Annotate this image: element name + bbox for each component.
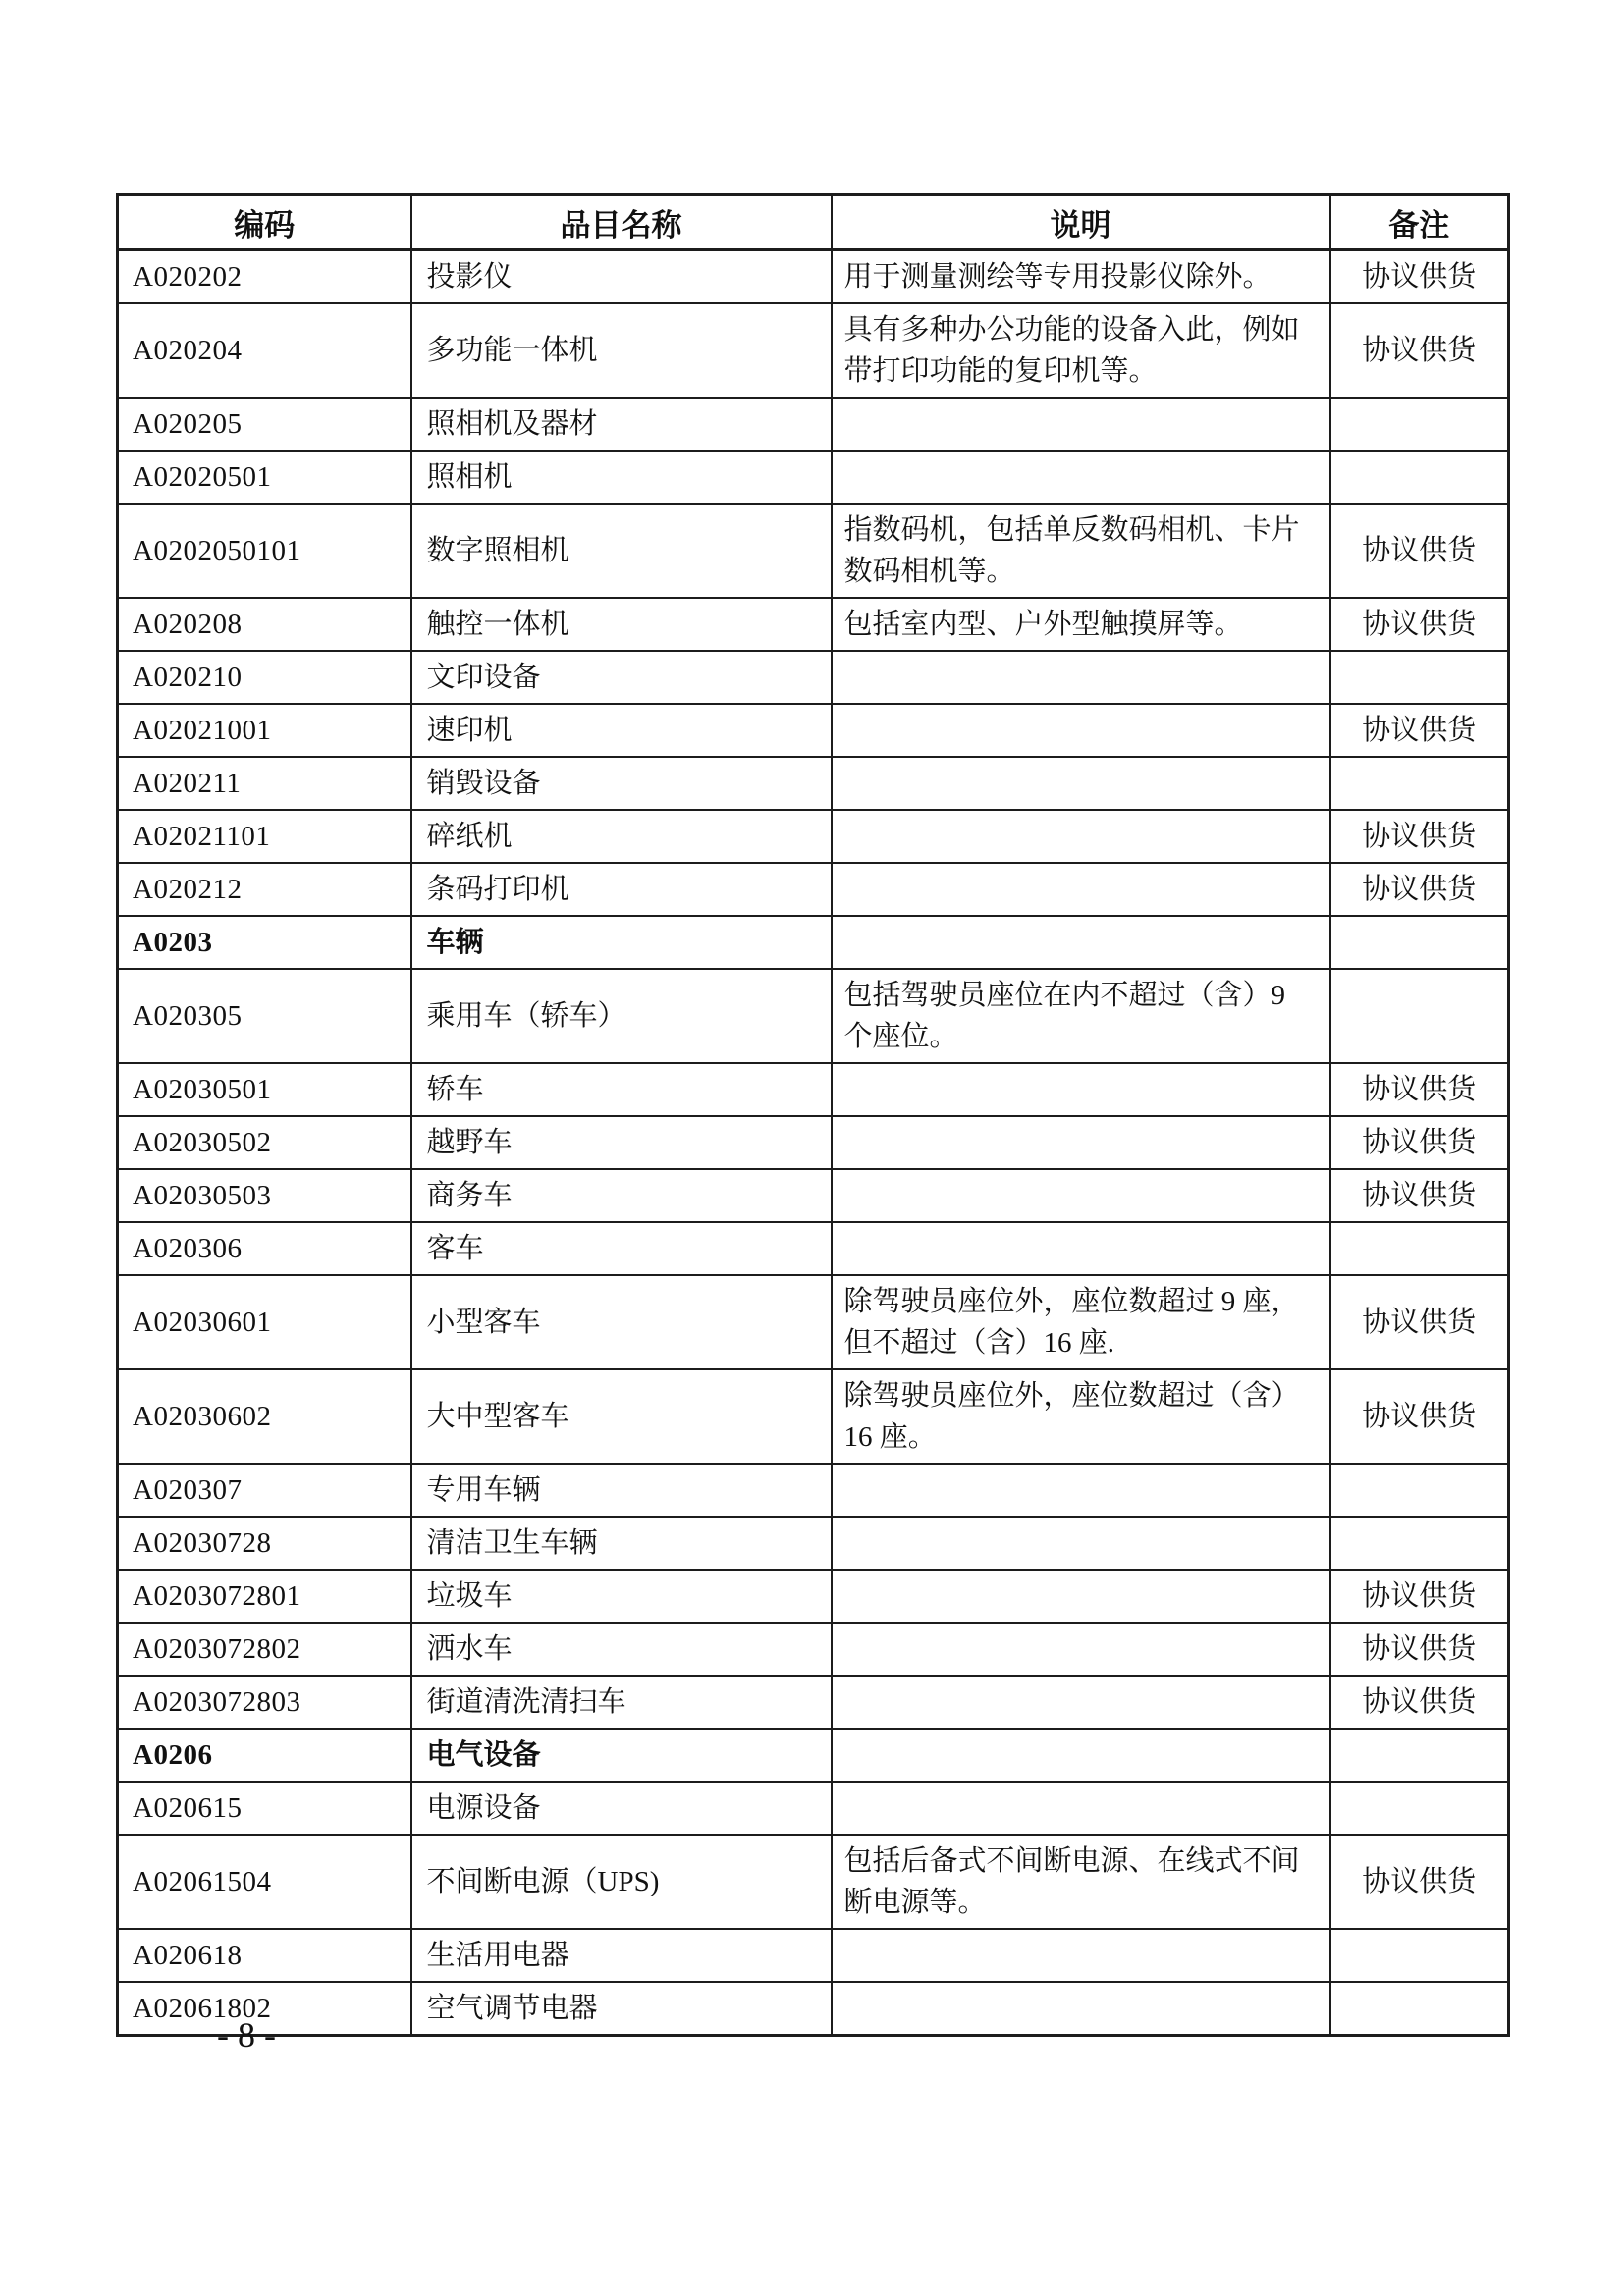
name-cell: 乘用车（轿车） [411,969,832,1063]
name-cell: 照相机 [411,451,832,504]
desc-cell [832,1929,1330,1982]
name-cell: 客车 [411,1222,832,1275]
name-cell: 不间断电源（UPS) [411,1835,832,1929]
code-cell: A020305 [118,969,411,1063]
code-cell: A0203072802 [118,1623,411,1676]
desc-cell [832,1982,1330,2035]
code-cell: A020208 [118,598,411,651]
remark-cell: 协议供货 [1330,1275,1509,1369]
table-row [118,1169,1509,1222]
name-cell: 生活用电器 [411,1929,832,1982]
remark-cell: 协议供货 [1330,863,1509,916]
desc-cell [832,1623,1330,1676]
remark-cell: 协议供货 [1330,250,1509,304]
table-row [118,704,1509,757]
code-cell: A02020501 [118,451,411,504]
desc-cell: 包括后备式不间断电源、在线式不间断电源等。 [832,1835,1330,1929]
name-cell: 轿车 [411,1063,832,1116]
table-row [118,1835,1509,1929]
desc-cell [832,863,1330,916]
remark-cell: 协议供货 [1330,1835,1509,1929]
name-cell: 文印设备 [411,651,832,704]
name-cell: 空气调节电器 [411,1982,832,2035]
desc-cell [832,451,1330,504]
desc-cell: 用于测量测绘等专用投影仪除外。 [832,250,1330,304]
desc-cell: 具有多种办公功能的设备入此，例如带打印功能的复印机等。 [832,303,1330,398]
remark-cell [1330,1982,1509,2035]
table-row [118,1676,1509,1729]
column-header-name: 品目名称 [411,195,832,250]
remark-cell [1330,969,1509,1063]
table-row [118,1222,1509,1275]
remark-cell: 协议供货 [1330,504,1509,598]
code-cell: A02030501 [118,1063,411,1116]
table-row [118,1729,1509,1782]
name-cell: 触控一体机 [411,598,832,651]
desc-cell [832,1222,1330,1275]
name-cell: 清洁卫生车辆 [411,1517,832,1570]
table-row [118,651,1509,704]
desc-cell: 除驾驶员座位外，座位数超过 9 座，但不超过（含）16 座. [832,1275,1330,1369]
name-cell: 专用车辆 [411,1464,832,1517]
table-row [118,1369,1509,1464]
name-cell: 照相机及器材 [411,398,832,451]
name-cell: 街道清洗清扫车 [411,1676,832,1729]
desc-cell [832,1729,1330,1782]
table-row [118,757,1509,810]
table-row [118,1275,1509,1369]
table-row [118,916,1509,969]
desc-cell: 指数码机，包括单反数码相机、卡片数码相机等。 [832,504,1330,598]
table-row [118,250,1509,304]
desc-cell [832,916,1330,969]
remark-cell [1330,1222,1509,1275]
name-cell: 大中型客车 [411,1369,832,1464]
code-cell: A020202 [118,250,411,304]
remark-cell: 协议供货 [1330,303,1509,398]
code-cell: A020306 [118,1222,411,1275]
desc-cell [832,810,1330,863]
remark-cell: 协议供货 [1330,1676,1509,1729]
column-header-desc: 说明 [832,195,1330,250]
code-cell: A02030602 [118,1369,411,1464]
table-row [118,863,1509,916]
remark-cell: 协议供货 [1330,1063,1509,1116]
name-cell: 多功能一体机 [411,303,832,398]
remark-cell [1330,916,1509,969]
table-row [118,451,1509,504]
code-cell: A02030503 [118,1169,411,1222]
table-row [118,598,1509,651]
remark-cell: 协议供货 [1330,1169,1509,1222]
table-row [118,1517,1509,1570]
name-cell: 条码打印机 [411,863,832,916]
desc-cell [832,1063,1330,1116]
header-row [118,195,1509,250]
code-cell: A0203 [118,916,411,969]
desc-cell: 包括驾驶员座位在内不超过（含）9 个座位。 [832,969,1330,1063]
remark-cell: 协议供货 [1330,1570,1509,1623]
table-row [118,969,1509,1063]
code-cell: A02030728 [118,1517,411,1570]
code-cell: A0203072803 [118,1676,411,1729]
desc-cell [832,398,1330,451]
remark-cell [1330,1729,1509,1782]
code-cell: A020204 [118,303,411,398]
remark-cell [1330,398,1509,451]
table-row [118,504,1509,598]
code-cell: A020210 [118,651,411,704]
code-cell: A0202050101 [118,504,411,598]
table-body [118,250,1509,2036]
table-row [118,398,1509,451]
table-row [118,303,1509,398]
desc-cell [832,704,1330,757]
table-row [118,1570,1509,1623]
remark-cell: 协议供货 [1330,1369,1509,1464]
code-cell: A02030502 [118,1116,411,1169]
name-cell: 商务车 [411,1169,832,1222]
code-cell: A0206 [118,1729,411,1782]
desc-cell [832,1169,1330,1222]
table-row [118,1063,1509,1116]
name-cell: 电源设备 [411,1782,832,1835]
page-number: - 8 - [217,2015,276,2055]
code-cell: A020307 [118,1464,411,1517]
code-cell: A020615 [118,1782,411,1835]
remark-cell: 协议供货 [1330,1116,1509,1169]
desc-cell: 包括室内型、户外型触摸屏等。 [832,598,1330,651]
table-row [118,1929,1509,1982]
table-row [118,1464,1509,1517]
remark-cell: 协议供货 [1330,598,1509,651]
desc-cell [832,651,1330,704]
desc-cell [832,1570,1330,1623]
remark-cell: 协议供货 [1330,704,1509,757]
name-cell: 越野车 [411,1116,832,1169]
name-cell: 车辆 [411,916,832,969]
name-cell: 小型客车 [411,1275,832,1369]
desc-cell [832,1517,1330,1570]
table-row [118,1982,1509,2035]
name-cell: 销毁设备 [411,757,832,810]
name-cell: 投影仪 [411,250,832,304]
code-cell: A02021001 [118,704,411,757]
desc-cell [832,1116,1330,1169]
column-header-remark: 备注 [1330,195,1509,250]
remark-cell [1330,1464,1509,1517]
remark-cell: 协议供货 [1330,810,1509,863]
code-cell: A020618 [118,1929,411,1982]
desc-cell [832,757,1330,810]
remark-cell [1330,1782,1509,1835]
table-row [118,1623,1509,1676]
desc-cell [832,1464,1330,1517]
name-cell: 速印机 [411,704,832,757]
code-cell: A02061802 [118,1982,411,2035]
name-cell: 数字照相机 [411,504,832,598]
table-row [118,1782,1509,1835]
remark-cell [1330,1929,1509,1982]
desc-cell [832,1676,1330,1729]
code-cell: A02021101 [118,810,411,863]
desc-cell [832,1782,1330,1835]
code-cell: A02030601 [118,1275,411,1369]
remark-cell [1330,651,1509,704]
column-header-code: 编码 [118,195,411,250]
code-cell: A020211 [118,757,411,810]
name-cell: 垃圾车 [411,1570,832,1623]
table-row [118,810,1509,863]
remark-cell [1330,1517,1509,1570]
name-cell: 电气设备 [411,1729,832,1782]
catalog-table [116,193,1510,2037]
name-cell: 洒水车 [411,1623,832,1676]
code-cell: A020212 [118,863,411,916]
table-row [118,1116,1509,1169]
code-cell: A0203072801 [118,1570,411,1623]
remark-cell [1330,451,1509,504]
code-cell: A02061504 [118,1835,411,1929]
remark-cell [1330,757,1509,810]
desc-cell: 除驾驶员座位外，座位数超过（含）16 座。 [832,1369,1330,1464]
code-cell: A020205 [118,398,411,451]
name-cell: 碎纸机 [411,810,832,863]
remark-cell: 协议供货 [1330,1623,1509,1676]
